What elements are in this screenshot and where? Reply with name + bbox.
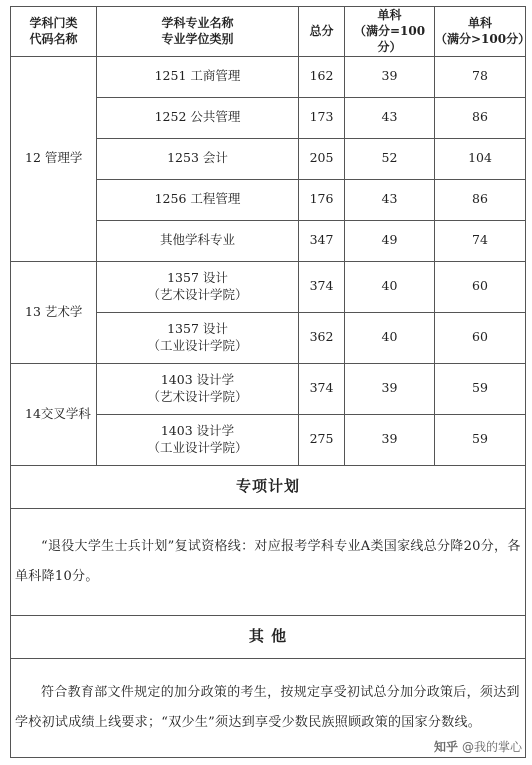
- total-cell: 374: [299, 363, 345, 414]
- major-cell: [97, 261, 299, 312]
- major-cell: [97, 363, 299, 414]
- major-cell: 1252 公共管理: [97, 97, 299, 138]
- major-name: 1357 设计: [167, 320, 228, 336]
- single-over100-cell: 86: [435, 179, 526, 220]
- other-title: 其 他: [11, 615, 526, 658]
- major-cell: [97, 312, 299, 363]
- header-single-over100-line2: （满分>100分）: [435, 32, 531, 47]
- group-cell-management: 12 管理学: [11, 56, 97, 261]
- header-category: [11, 7, 97, 57]
- single-100-cell: 52: [345, 138, 435, 179]
- major-name: 1403 设计学: [160, 371, 235, 387]
- single-100-cell: 43: [345, 179, 435, 220]
- group-cell-art: 13 艺术学: [11, 261, 97, 363]
- header-row: [11, 7, 526, 57]
- single-100-cell: 39: [345, 56, 435, 97]
- header-single-over100: [435, 7, 531, 57]
- table-row: [11, 261, 526, 312]
- major-school: （工业设计学院）: [147, 439, 248, 455]
- single-over100-cell: 59: [435, 414, 526, 465]
- single-100-cell: 40: [345, 312, 435, 363]
- group-cell-interdisciplinary: 14交叉学科: [11, 363, 97, 465]
- single-over100-cell: 60: [435, 312, 526, 363]
- major-cell: 1253 会计: [97, 138, 299, 179]
- table-row: [11, 56, 526, 97]
- single-100-cell: 39: [345, 363, 435, 414]
- other-title-row: [11, 615, 526, 658]
- major-name: 1357 设计: [167, 269, 228, 285]
- header-single-100: [345, 7, 435, 57]
- header-category-line1: 学科门类: [29, 16, 78, 31]
- header-category-line2: 代码名称: [29, 32, 78, 47]
- special-plan-text: “退役大学生士兵计划”复试资格线：对应报考学科专业A类国家线总分降20分，各单科降10分。: [11, 508, 526, 615]
- header-major: [97, 7, 299, 57]
- total-cell: 362: [299, 312, 345, 363]
- major-name: 1403 设计学: [160, 422, 235, 438]
- total-cell: 176: [299, 179, 345, 220]
- score-table: [10, 6, 531, 758]
- header-single-over100-line1: 单科: [467, 16, 492, 31]
- watermark-author: @我的掌心: [461, 740, 522, 754]
- major-school: （艺术设计学院）: [147, 388, 248, 404]
- single-over100-cell: 86: [435, 97, 526, 138]
- special-plan-title: 专项计划: [11, 465, 526, 508]
- single-over100-cell: 59: [435, 363, 526, 414]
- table-row: [11, 363, 526, 414]
- single-over100-cell: 74: [435, 220, 526, 261]
- total-cell: 173: [299, 97, 345, 138]
- major-cell: [97, 414, 299, 465]
- major-school: （艺术设计学院）: [147, 286, 248, 302]
- zhihu-logo: 知乎: [433, 740, 458, 754]
- major-cell: 1256 工程管理: [97, 179, 299, 220]
- major-cell: 其他学科专业: [97, 220, 299, 261]
- single-100-cell: 43: [345, 97, 435, 138]
- special-text-row: [11, 508, 526, 615]
- total-cell: 162: [299, 56, 345, 97]
- zhihu-watermark: [434, 738, 522, 755]
- total-cell: 275: [299, 414, 345, 465]
- single-over100-cell: 78: [435, 56, 526, 97]
- total-cell: 374: [299, 261, 345, 312]
- header-single-100-line2: （满分=100分）: [353, 24, 426, 55]
- header-total: [299, 7, 345, 57]
- single-100-cell: 39: [345, 414, 435, 465]
- major-school: （工业设计学院）: [147, 337, 248, 353]
- single-100-cell: 49: [345, 220, 435, 261]
- header-major-line2: 专业学位类别: [161, 32, 234, 47]
- single-100-cell: 40: [345, 261, 435, 312]
- total-cell: 347: [299, 220, 345, 261]
- single-over100-cell: 104: [435, 138, 526, 179]
- major-cell: 1251 工商管理: [97, 56, 299, 97]
- header-single-100-line1: 单科: [377, 8, 402, 22]
- header-total-label: 总分: [309, 24, 334, 39]
- special-title-row: [11, 465, 526, 508]
- total-cell: 205: [299, 138, 345, 179]
- other-text: 符合教育部文件规定的加分政策的考生，按规定享受初试总分加分政策后，须达到学校初试成绩上线要求；“双少生”须达到享受少数民族照顾政策的国家分数线。: [11, 658, 526, 757]
- single-over100-cell: 60: [435, 261, 526, 312]
- header-major-line1: 学科专业名称: [161, 16, 234, 31]
